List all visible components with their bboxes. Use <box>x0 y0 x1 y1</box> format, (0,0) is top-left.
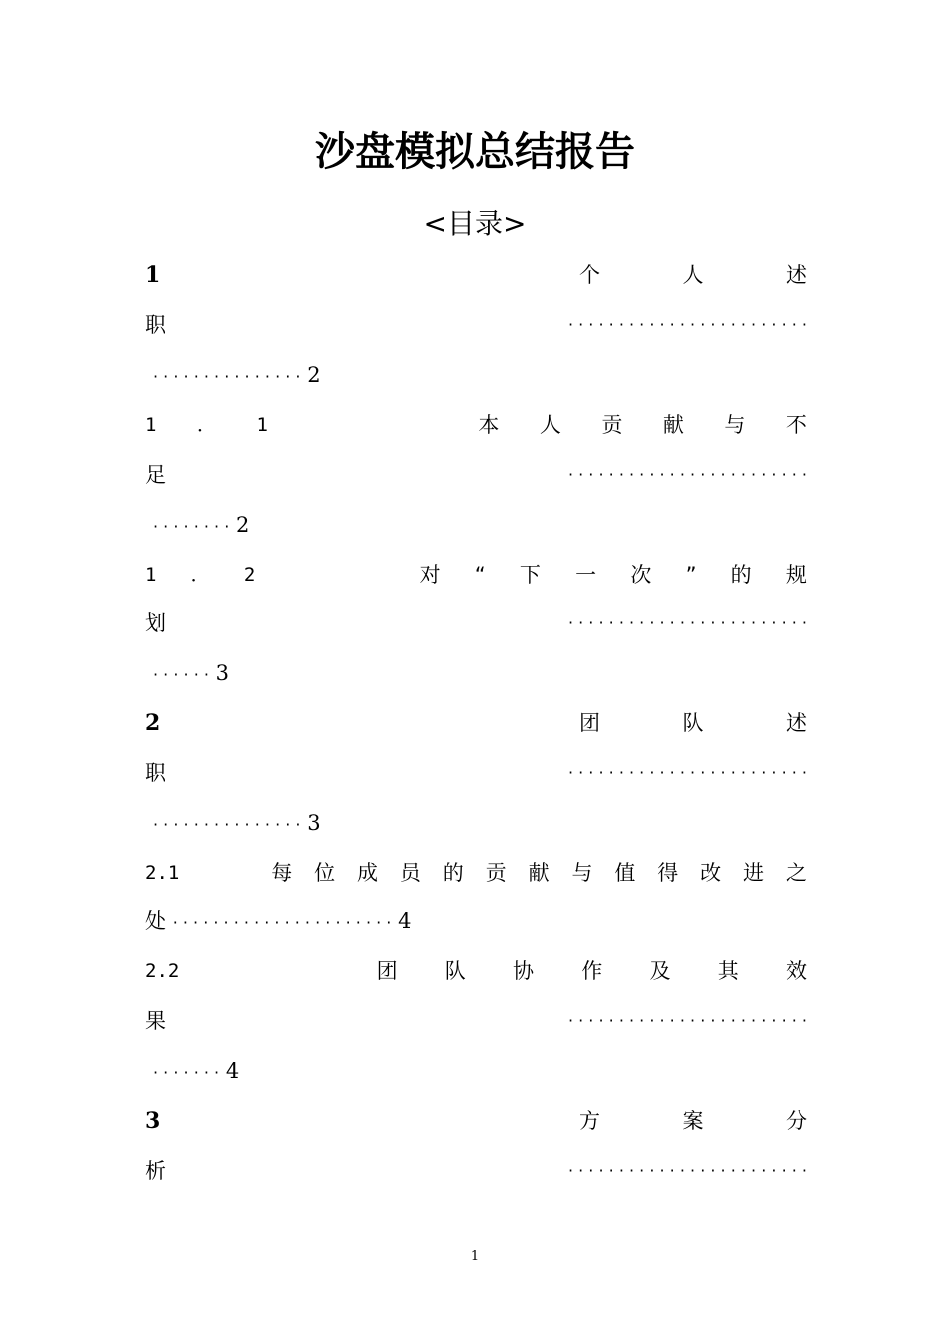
toc-entry-2-2-line-2 <box>145 1004 807 1038</box>
toc-char: 规 <box>785 563 807 587</box>
toc-char: 职 <box>145 761 166 785</box>
toc-char: 队 <box>444 959 466 983</box>
toc-char: 员 <box>399 861 421 885</box>
toc-page-number: 4 <box>398 909 412 933</box>
toc-number: ． <box>196 414 216 436</box>
toc-entry-3-line-2 <box>145 1154 807 1188</box>
toc-leader-dots: · · · · · · · <box>153 1063 220 1082</box>
toc-leader-dots: · · · · · · · · · · · · · · · · · · · · · · · · <box>567 465 807 484</box>
toc-char: 析 <box>145 1159 166 1183</box>
toc-char: 之 <box>785 861 807 885</box>
toc-char: 述 <box>786 711 807 735</box>
toc-entry-2-line-3 <box>145 806 807 840</box>
toc-char: 不 <box>785 413 807 437</box>
toc-leader-dots: · · · · · · · · · · · · · · · · · · · · · · · · <box>567 763 807 782</box>
page-number: 1 <box>470 1249 480 1264</box>
toc-char: 每 <box>271 861 293 885</box>
toc-char: 协 <box>513 959 535 983</box>
toc-page-number: 3 <box>307 811 321 835</box>
toc-page-number: 2 <box>235 513 250 537</box>
toc-char: 团 <box>376 959 398 983</box>
toc-char: 的 <box>730 563 752 587</box>
toc-char: 与 <box>724 413 746 437</box>
toc-char: 其 <box>717 959 739 983</box>
toc-char: 成 <box>357 861 378 885</box>
toc-number: 2.1 <box>145 862 180 884</box>
toc-entry-2-2[interactable] <box>145 954 807 988</box>
toc-char: 团 <box>579 711 600 735</box>
toc-page-number: 2 <box>307 363 321 387</box>
toc-char: 对 <box>419 563 441 587</box>
toc-number: 1 <box>256 414 268 436</box>
toc-char: 队 <box>682 711 704 735</box>
toc-char: “ <box>474 563 486 587</box>
toc-leader-dots: · · · · · · <box>153 665 209 684</box>
toc-leader-dots: · · · · · · · · · · · · · · · · · · · · · · <box>172 913 392 932</box>
toc-char: 职 <box>145 313 166 337</box>
toc-char: 位 <box>314 861 336 885</box>
toc-entry-1-2-line-2 <box>145 606 807 640</box>
toc-char: 效 <box>785 959 807 983</box>
toc-char: 作 <box>581 959 603 983</box>
toc-entry-1-2[interactable] <box>145 558 807 592</box>
toc-number: 2 <box>243 564 256 586</box>
toc-char: 足 <box>145 463 166 487</box>
toc-char: 及 <box>649 959 671 983</box>
toc-char: 方 <box>579 1109 600 1133</box>
toc-page-number: 4 <box>225 1059 240 1083</box>
toc-number: ． <box>190 564 210 586</box>
toc-char: 处 <box>145 909 166 933</box>
toc-char: 改 <box>700 861 722 885</box>
toc-entry-1-line-2 <box>145 308 807 342</box>
toc-char: 案 <box>682 1109 704 1133</box>
toc-leader-dots: · · · · · · · · · · · · · · · · · · · · · · · · <box>567 613 807 632</box>
toc-number: 2 <box>145 710 161 736</box>
toc-entry-1-1[interactable] <box>145 408 807 442</box>
toc-number: 1 <box>145 262 161 288</box>
toc-entry-1-1-line-3 <box>145 508 807 542</box>
toc-entry-3[interactable] <box>145 1104 807 1138</box>
toc-entry-1-2-line-3 <box>145 656 807 690</box>
toc-number: 2.2 <box>145 960 180 982</box>
toc-char: 果 <box>145 1009 166 1033</box>
toc-number: 1 <box>145 564 157 586</box>
document-title: 沙盘模拟总结报告 <box>315 129 635 175</box>
toc-char: 人 <box>682 263 704 287</box>
toc-char: ” <box>685 563 697 587</box>
toc-char: 人 <box>539 413 561 437</box>
toc-entry-2-line-2 <box>145 756 807 790</box>
toc-leader-dots: · · · · · · · · · · · · · · · · · · · · · · · · <box>567 315 807 334</box>
toc-char: 值 <box>614 861 636 885</box>
toc-char: 个 <box>579 263 600 287</box>
toc-char: 进 <box>743 861 765 885</box>
toc-char: 献 <box>662 413 684 437</box>
toc-char: 贡 <box>601 413 623 437</box>
toc-char: 与 <box>571 861 593 885</box>
toc-entry-1-line-3 <box>145 358 807 392</box>
toc-number: 1 <box>145 414 157 436</box>
toc-char: 一 <box>575 563 597 587</box>
toc-char: 分 <box>786 1109 807 1133</box>
toc-page-number: 3 <box>215 661 230 685</box>
toc-entry-1[interactable] <box>145 258 807 292</box>
toc-entry-2[interactable] <box>145 706 807 740</box>
toc-leader-dots: · · · · · · · · · · · · · · · · · · · · · · · · <box>567 1161 807 1180</box>
toc-char: 献 <box>528 861 550 885</box>
toc-char: 贡 <box>485 861 507 885</box>
toc-entry-2-1-line-2 <box>145 904 807 938</box>
toc-char: 的 <box>442 861 464 885</box>
toc-char: 述 <box>786 263 807 287</box>
toc-char: 次 <box>630 563 652 587</box>
toc-char: 本 <box>478 413 500 437</box>
toc-leader-dots: · · · · · · · · · · · · · · · <box>153 367 301 386</box>
toc-leader-dots: · · · · · · · · · · · · · · · <box>153 815 301 834</box>
toc-char: 划 <box>145 611 166 635</box>
toc-leader-dots: · · · · · · · · <box>153 517 230 536</box>
toc-number: 3 <box>145 1108 161 1134</box>
toc-entry-2-2-line-3 <box>145 1054 807 1088</box>
toc-entry-1-1-line-2 <box>145 458 807 492</box>
toc-char: 得 <box>657 861 679 885</box>
toc-heading: <目录> <box>423 207 527 240</box>
toc-leader-dots: · · · · · · · · · · · · · · · · · · · · · · · · <box>567 1011 807 1030</box>
toc-entry-2-1[interactable] <box>145 856 807 890</box>
toc-char: 下 <box>519 563 541 587</box>
